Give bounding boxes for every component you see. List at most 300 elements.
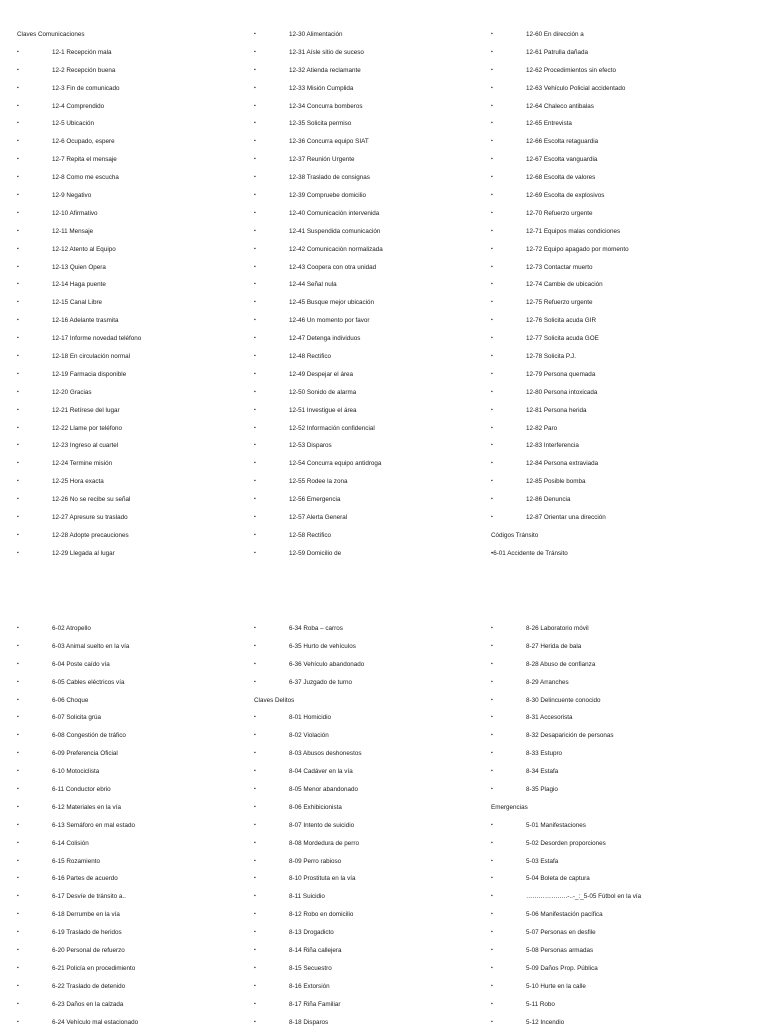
bullet-icon: ▪ bbox=[491, 478, 493, 485]
code-list-item bbox=[254, 924, 504, 942]
code-text: 12-45 Busque mejor ubicación bbox=[289, 299, 375, 307]
code-text: 12-62 Procedimientos sin efecto bbox=[526, 66, 616, 74]
bullet-icon: ▪ bbox=[17, 642, 19, 649]
code-text: 12-5 Ubicación bbox=[52, 120, 95, 128]
code-text: 12-25 Hora exacta bbox=[52, 478, 104, 486]
bullet-icon: ▪ bbox=[491, 982, 493, 989]
code-text: 5-12 Incendio bbox=[526, 1018, 565, 1026]
code-list-item bbox=[491, 996, 741, 1014]
bullet-icon: ▪ bbox=[17, 281, 19, 288]
bullet-icon: ▪ bbox=[17, 786, 19, 793]
code-text: 8-15 Secuestro bbox=[289, 964, 332, 972]
code-text: 12-63 Vehículo Policial accidentado bbox=[526, 84, 626, 92]
code-text: 6-16 Partes de acuerdo bbox=[52, 875, 118, 883]
code-text: 8-06 Exhibicionista bbox=[289, 803, 342, 811]
bullet-icon: ▪ bbox=[254, 750, 256, 757]
code-text: 6-15 Rozamiento bbox=[52, 857, 100, 865]
code-text: 12-58 Rectifico bbox=[289, 531, 331, 539]
bullet-icon: ▪ bbox=[254, 406, 256, 413]
bullet-icon: ▪ bbox=[254, 460, 256, 467]
code-text: 12-14 Haga puente bbox=[52, 281, 106, 289]
code-list-item bbox=[254, 473, 504, 491]
code-list-item bbox=[254, 330, 504, 348]
code-text: 12-54 Concurra equipo antidroga bbox=[289, 460, 382, 468]
code-list-item bbox=[491, 727, 741, 745]
code-list-item bbox=[17, 835, 267, 853]
code-list-item bbox=[17, 294, 267, 312]
code-list-item bbox=[491, 62, 741, 80]
code-text: 12-67 Escolta vanguardia bbox=[526, 156, 598, 164]
code-list-item bbox=[17, 745, 267, 763]
bullet-icon: ▪ bbox=[491, 460, 493, 467]
code-text: 12-84 Persona extraviada bbox=[526, 460, 599, 468]
section-heading: •6-01 Accidente de Tránsito bbox=[491, 549, 568, 557]
bullet-icon: ▪ bbox=[17, 174, 19, 181]
code-text: 12-74 Cambie de ubicación bbox=[526, 281, 603, 289]
code-list-item bbox=[491, 978, 741, 996]
top-column-1 bbox=[17, 26, 267, 563]
code-text: 12-38 Traslado de consignas bbox=[289, 174, 370, 182]
code-list-item bbox=[254, 1014, 504, 1032]
bullet-icon: ▪ bbox=[491, 893, 493, 900]
code-list-item bbox=[491, 330, 741, 348]
code-text: 12-51 Investigue el área bbox=[289, 406, 357, 414]
code-list-item bbox=[17, 115, 267, 133]
bullet-icon: ▪ bbox=[491, 138, 493, 145]
code-text: 5-04 Boleta de captura bbox=[526, 875, 590, 883]
code-text: 8-30 Delincuente conocido bbox=[526, 696, 601, 704]
code-text: 12-43 Coopera con otra unidad bbox=[289, 263, 377, 271]
code-text: 12-72 Equipo apagado por momento bbox=[526, 245, 629, 253]
code-list-item bbox=[254, 437, 504, 455]
code-text: 12-59 Domicilio de bbox=[289, 549, 342, 557]
code-text: 6-20 Personal de refuerzo bbox=[52, 947, 125, 955]
code-text: 6-02 Atropello bbox=[52, 625, 91, 632]
code-list-item bbox=[491, 960, 741, 978]
bullet-icon: ▪ bbox=[17, 964, 19, 971]
code-list-item bbox=[17, 80, 267, 98]
code-text: 12-49 Despejar el área bbox=[289, 370, 354, 378]
code-text: 6-17 Desvíe de tránsito a.. bbox=[52, 893, 126, 901]
bullet-icon: ▪ bbox=[17, 335, 19, 342]
code-list-item bbox=[17, 151, 267, 169]
bullet-icon: ▪ bbox=[17, 660, 19, 667]
code-text: 6-09 Preferencia Oficial bbox=[52, 750, 118, 758]
code-list-item bbox=[17, 620, 267, 638]
code-text: 6-03 Animal suelto en la vía bbox=[52, 642, 130, 650]
code-list-item bbox=[17, 402, 267, 420]
code-list-item bbox=[254, 402, 504, 420]
bullet-icon: ▪ bbox=[17, 982, 19, 989]
bullet-icon: ▪ bbox=[491, 263, 493, 270]
code-list-item bbox=[491, 692, 741, 710]
bullet-icon: ▪ bbox=[17, 102, 19, 109]
code-text: 12-15 Canal Libre bbox=[52, 299, 103, 307]
bullet-icon: ▪ bbox=[491, 84, 493, 91]
bullet-icon: ▪ bbox=[17, 911, 19, 918]
code-list-item bbox=[17, 709, 267, 727]
code-list-item bbox=[491, 1014, 741, 1032]
bullet-icon: ▪ bbox=[17, 696, 19, 703]
code-list-item bbox=[491, 817, 741, 835]
code-text: 12-66 Escolta retaguardia bbox=[526, 138, 599, 146]
code-list-item bbox=[491, 942, 741, 960]
bullet-icon: ▪ bbox=[491, 750, 493, 757]
code-list-item bbox=[17, 996, 267, 1014]
code-text: 12-11 Mensaje bbox=[52, 227, 94, 235]
code-text: 8-14 Riña callejera bbox=[289, 947, 342, 955]
code-list-item bbox=[254, 996, 504, 1014]
code-list-item bbox=[17, 799, 267, 817]
code-list-item bbox=[491, 169, 741, 187]
code-list-item bbox=[17, 276, 267, 294]
code-list-item bbox=[17, 817, 267, 835]
code-text: 12-23 Ingreso al cuartel bbox=[52, 442, 119, 450]
code-list-item bbox=[491, 98, 741, 116]
code-text: 8-11 Suicidio bbox=[289, 893, 325, 901]
code-text: 8-03 Abusos deshonestos bbox=[289, 750, 362, 758]
code-text: 12-2 Recepción buena bbox=[52, 66, 116, 74]
bullet-icon: ▪ bbox=[254, 478, 256, 485]
code-list-item bbox=[254, 98, 504, 116]
bullet-icon: ▪ bbox=[254, 1000, 256, 1007]
bullet-icon: ▪ bbox=[491, 48, 493, 55]
code-list-item bbox=[491, 853, 741, 871]
code-list-item bbox=[17, 437, 267, 455]
code-list-item bbox=[17, 205, 267, 223]
code-text: 5-02 Desorden proporciones bbox=[526, 839, 606, 847]
code-text: 5-03 Estafa bbox=[526, 857, 559, 865]
code-text: 6-13 Semáforo en mal estado bbox=[52, 821, 135, 829]
code-text: 12-68 Escolta de valores bbox=[526, 174, 596, 182]
bullet-icon: ▪ bbox=[491, 335, 493, 342]
bullet-icon: ▪ bbox=[491, 370, 493, 377]
code-list-item bbox=[491, 115, 741, 133]
code-text: 12-70 Refuerzo urgente bbox=[526, 209, 593, 217]
code-list-item bbox=[491, 745, 741, 763]
code-list-item bbox=[17, 674, 267, 692]
code-list-item bbox=[254, 115, 504, 133]
code-list-item bbox=[491, 437, 741, 455]
bottom-column-2 bbox=[254, 620, 504, 1031]
bullet-icon: ▪ bbox=[254, 678, 256, 685]
bullet-icon: ▪ bbox=[17, 893, 19, 900]
bullet-icon: ▪ bbox=[491, 929, 493, 936]
code-text: 12-3 Fin de comunicado bbox=[52, 84, 120, 92]
code-text: 12-87 Orientar una dirección bbox=[526, 514, 606, 522]
code-text: 12-6 Ocupado, espere bbox=[52, 138, 115, 146]
code-text: 8-02 Violación bbox=[289, 732, 329, 740]
bullet-icon: ▪ bbox=[17, 66, 19, 73]
code-list-item bbox=[491, 294, 741, 312]
code-list-item bbox=[254, 366, 504, 384]
section-heading: Emergencias bbox=[491, 803, 528, 811]
code-list-item bbox=[491, 223, 741, 241]
bullet-icon: ▪ bbox=[254, 227, 256, 234]
code-list-item bbox=[17, 223, 267, 241]
code-text: 8-17 Riña Familiar bbox=[289, 1000, 341, 1008]
code-list-item bbox=[17, 656, 267, 674]
code-list-item bbox=[254, 978, 504, 996]
bullet-icon: ▪ bbox=[17, 192, 19, 199]
code-list-item bbox=[491, 133, 741, 151]
bullet-icon: ▪ bbox=[254, 982, 256, 989]
bullet-icon: ▪ bbox=[254, 317, 256, 324]
code-text: 12-44 Señal nula bbox=[289, 281, 337, 289]
code-list-item bbox=[491, 656, 741, 674]
code-text: 12-69 Escolta de explosivos bbox=[526, 192, 605, 200]
bullet-icon: ▪ bbox=[491, 353, 493, 360]
code-list-item bbox=[254, 294, 504, 312]
bullet-icon: ▪ bbox=[17, 821, 19, 828]
code-list-item bbox=[17, 62, 267, 80]
code-list-item bbox=[254, 888, 504, 906]
code-text: 12-73 Contactar muerto bbox=[526, 263, 593, 271]
code-text: 6-22 Traslado de detenido bbox=[52, 982, 126, 990]
code-text: 12-78 Solicita P.J. bbox=[526, 353, 576, 361]
code-text: 12-16 Adelante trasmita bbox=[52, 317, 119, 325]
code-text: 12-81 Persona herida bbox=[526, 406, 587, 414]
bullet-icon: ▪ bbox=[254, 442, 256, 449]
bullet-icon: ▪ bbox=[254, 839, 256, 846]
code-list-item bbox=[491, 187, 741, 205]
bullet-icon: ▪ bbox=[254, 531, 256, 538]
bottom-column-1 bbox=[17, 620, 267, 1031]
code-list-item bbox=[254, 709, 504, 727]
bullet-icon: ▪ bbox=[254, 120, 256, 127]
bullet-icon: ▪ bbox=[254, 857, 256, 864]
code-text: 12-57 Alerta General bbox=[289, 514, 348, 522]
bullet-icon: ▪ bbox=[254, 66, 256, 73]
bullet-icon: ▪ bbox=[17, 929, 19, 936]
code-text: 12-26 No se recibe su señal bbox=[52, 496, 131, 504]
section-heading: Códigos Tránsito bbox=[491, 531, 539, 539]
bullet-icon: ▪ bbox=[491, 66, 493, 73]
code-list-item bbox=[491, 781, 741, 799]
code-text: 12-13 Quien Opera bbox=[52, 263, 106, 271]
bullet-icon: ▪ bbox=[17, 732, 19, 739]
bullet-icon: ▪ bbox=[491, 642, 493, 649]
code-list-item bbox=[17, 692, 267, 710]
code-text: 12-7 Repita el mensaje bbox=[52, 156, 117, 164]
bullet-icon: ▪ bbox=[254, 138, 256, 145]
code-text: 12-56 Emergencia bbox=[289, 496, 341, 504]
code-text: 12-19 Farmacia disponible bbox=[52, 370, 127, 378]
bullet-icon: ▪ bbox=[17, 245, 19, 252]
code-list-item bbox=[254, 799, 504, 817]
bullet-icon: ▪ bbox=[254, 281, 256, 288]
code-text: 5-06 Manifestación pacífica bbox=[526, 911, 603, 919]
bullet-icon: ▪ bbox=[17, 406, 19, 413]
bullet-icon: ▪ bbox=[491, 786, 493, 793]
bullet-icon: ▪ bbox=[17, 857, 19, 864]
bullet-icon: ▪ bbox=[17, 138, 19, 145]
bullet-icon: ▪ bbox=[254, 299, 256, 306]
code-text: 6-04 Poste caído vía bbox=[52, 660, 110, 668]
code-list-item bbox=[254, 817, 504, 835]
code-text: 5-11 Robo bbox=[526, 1000, 555, 1008]
code-list-item bbox=[491, 44, 741, 62]
bullet-icon: ▪ bbox=[491, 406, 493, 413]
code-list-item bbox=[254, 348, 504, 366]
code-text: 12-34 Concurra bomberos bbox=[289, 102, 363, 110]
code-list-item bbox=[491, 348, 741, 366]
code-list-item bbox=[17, 509, 267, 527]
bullet-icon: ▪ bbox=[17, 768, 19, 775]
bullet-icon: ▪ bbox=[17, 625, 19, 631]
code-list-item bbox=[17, 942, 267, 960]
bullet-icon: ▪ bbox=[17, 460, 19, 467]
bullet-icon: ▪ bbox=[491, 768, 493, 775]
code-list-item bbox=[254, 509, 504, 527]
bullet-icon: ▪ bbox=[254, 263, 256, 270]
bullet-icon: ▪ bbox=[254, 964, 256, 971]
bullet-icon: ▪ bbox=[254, 768, 256, 775]
code-list-item bbox=[17, 169, 267, 187]
code-text: 12-10 Afirmativo bbox=[52, 209, 98, 217]
code-list-item bbox=[254, 80, 504, 98]
code-text: 6-19 Traslado de heridos bbox=[52, 929, 122, 937]
bullet-icon: ▪ bbox=[491, 625, 493, 631]
code-list-item bbox=[17, 187, 267, 205]
code-list-item bbox=[254, 44, 504, 62]
code-list-item bbox=[17, 906, 267, 924]
bullet-icon: ▪ bbox=[254, 875, 256, 882]
bullet-icon: ▪ bbox=[491, 696, 493, 703]
bullet-icon: ▪ bbox=[491, 1018, 493, 1025]
bullet-icon: ▪ bbox=[491, 31, 493, 37]
code-text: 8-13 Drogadicto bbox=[289, 929, 334, 937]
bullet-icon: ▪ bbox=[254, 174, 256, 181]
code-text: 12-65 Entrevista bbox=[526, 120, 572, 128]
code-text: 8-07 Intento de suicidio bbox=[289, 821, 355, 829]
code-list-item bbox=[254, 527, 504, 545]
bullet-icon: ▪ bbox=[491, 496, 493, 503]
bullet-icon: ▪ bbox=[491, 281, 493, 288]
bullet-icon: ▪ bbox=[17, 353, 19, 360]
bullet-icon: ▪ bbox=[254, 31, 256, 37]
code-text: 12-30 Alimentación bbox=[289, 31, 343, 38]
code-list-item bbox=[17, 366, 267, 384]
code-text: 6-23 Daños en la calzada bbox=[52, 1000, 124, 1008]
code-list-item bbox=[254, 906, 504, 924]
code-text: 8-05 Menor abandonado bbox=[289, 786, 358, 794]
bullet-icon: ▪ bbox=[491, 911, 493, 918]
code-text: 12-47 Detenga individuos bbox=[289, 335, 361, 343]
bullet-icon: ▪ bbox=[254, 514, 256, 521]
code-list-item bbox=[254, 745, 504, 763]
code-list-item bbox=[491, 674, 741, 692]
code-text: 12-27 Apresure su traslado bbox=[52, 514, 128, 522]
bullet-icon: ▪ bbox=[254, 732, 256, 739]
code-list-item bbox=[491, 366, 741, 384]
bullet-icon: ▪ bbox=[491, 821, 493, 828]
bullet-icon: ▪ bbox=[254, 84, 256, 91]
code-text: 6-05 Cables eléctricos vía bbox=[52, 678, 125, 686]
bullet-icon: ▪ bbox=[254, 911, 256, 918]
code-list-item bbox=[491, 473, 741, 491]
code-text: 8-31 Accesorista bbox=[526, 714, 573, 722]
code-list-item bbox=[254, 545, 504, 563]
code-list-item bbox=[254, 835, 504, 853]
bullet-icon: ▪ bbox=[254, 48, 256, 55]
code-text: 12-50 Sonido de alarma bbox=[289, 388, 357, 396]
bullet-icon: ▪ bbox=[17, 678, 19, 685]
code-list-item bbox=[254, 62, 504, 80]
code-text: 12-37 Reunión Urgente bbox=[289, 156, 355, 164]
code-list-item bbox=[17, 259, 267, 277]
code-text: 12-60 En dirección a bbox=[526, 31, 584, 38]
code-text: 12-9 Negativo bbox=[52, 192, 92, 200]
bullet-icon: ▪ bbox=[17, 263, 19, 270]
code-list-item bbox=[17, 638, 267, 656]
bullet-icon: ▪ bbox=[17, 1018, 19, 1025]
code-list-item bbox=[17, 241, 267, 259]
bullet-icon: ▪ bbox=[17, 48, 19, 55]
code-list-item bbox=[254, 870, 504, 888]
code-text: 12-76 Solicita acuda GIR bbox=[526, 317, 597, 325]
code-list-item bbox=[491, 835, 741, 853]
code-text: 12-61 Patrulla dañada bbox=[526, 48, 588, 56]
bullet-icon: ▪ bbox=[254, 893, 256, 900]
code-text: 6-11 Conductor ebrio bbox=[52, 786, 111, 794]
code-text: 8-01 Homicidio bbox=[289, 714, 331, 722]
code-text: 8-34 Estafa bbox=[526, 768, 559, 776]
code-text: 12-41 Suspendida comunicación bbox=[289, 227, 381, 235]
code-text: 6-07 Solicita grúa bbox=[52, 714, 102, 722]
bullet-icon: ▪ bbox=[491, 732, 493, 739]
code-text: 12-35 Solicita permiso bbox=[289, 120, 352, 128]
code-list-item bbox=[254, 491, 504, 509]
code-list-item bbox=[491, 491, 741, 509]
code-text: 12-55 Rodee la zona bbox=[289, 478, 348, 486]
bullet-icon: ▪ bbox=[254, 209, 256, 216]
bullet-icon: ▪ bbox=[491, 1000, 493, 1007]
code-list-item bbox=[491, 402, 741, 420]
code-text: 6-24 Vehículo mal estacionado bbox=[52, 1018, 139, 1026]
code-list-item bbox=[491, 455, 741, 473]
bullet-icon: ▪ bbox=[491, 174, 493, 181]
bullet-icon: ▪ bbox=[17, 549, 19, 556]
bullet-icon: ▪ bbox=[17, 750, 19, 757]
code-text: 8-18 Disparos bbox=[289, 1018, 329, 1026]
bullet-icon: ▪ bbox=[491, 678, 493, 685]
bullet-icon: ▪ bbox=[17, 714, 19, 721]
code-text: 12-71 Equipos malas condiciones bbox=[526, 227, 621, 235]
bullet-icon: ▪ bbox=[491, 102, 493, 109]
code-list-item bbox=[17, 727, 267, 745]
code-list-item bbox=[17, 133, 267, 151]
code-text: 12-21 Retírese del lugar bbox=[52, 406, 120, 414]
code-list-item bbox=[254, 781, 504, 799]
bullet-icon: ▪ bbox=[254, 335, 256, 342]
code-text: 6-34 Roba – carros bbox=[289, 625, 343, 632]
bullet-icon: ▪ bbox=[17, 120, 19, 127]
code-list-item bbox=[254, 942, 504, 960]
code-text: 6-14 Colisión bbox=[52, 839, 89, 847]
code-text: 8-33 Estupro bbox=[526, 750, 563, 758]
code-text: 12-82 Paro bbox=[526, 424, 558, 432]
code-text: 8-04 Cadáver en la vía bbox=[289, 768, 353, 776]
code-text: 12-22 Llame por teléfono bbox=[52, 424, 123, 432]
code-text: 12-1 Recepción mala bbox=[52, 48, 112, 56]
bullet-icon: ▪ bbox=[254, 660, 256, 667]
bullet-icon: ▪ bbox=[17, 209, 19, 216]
code-list-item bbox=[17, 312, 267, 330]
code-text: 6-35 Hurto de vehículos bbox=[289, 642, 356, 650]
code-list-item bbox=[491, 620, 741, 638]
bullet-icon: ▪ bbox=[17, 424, 19, 431]
